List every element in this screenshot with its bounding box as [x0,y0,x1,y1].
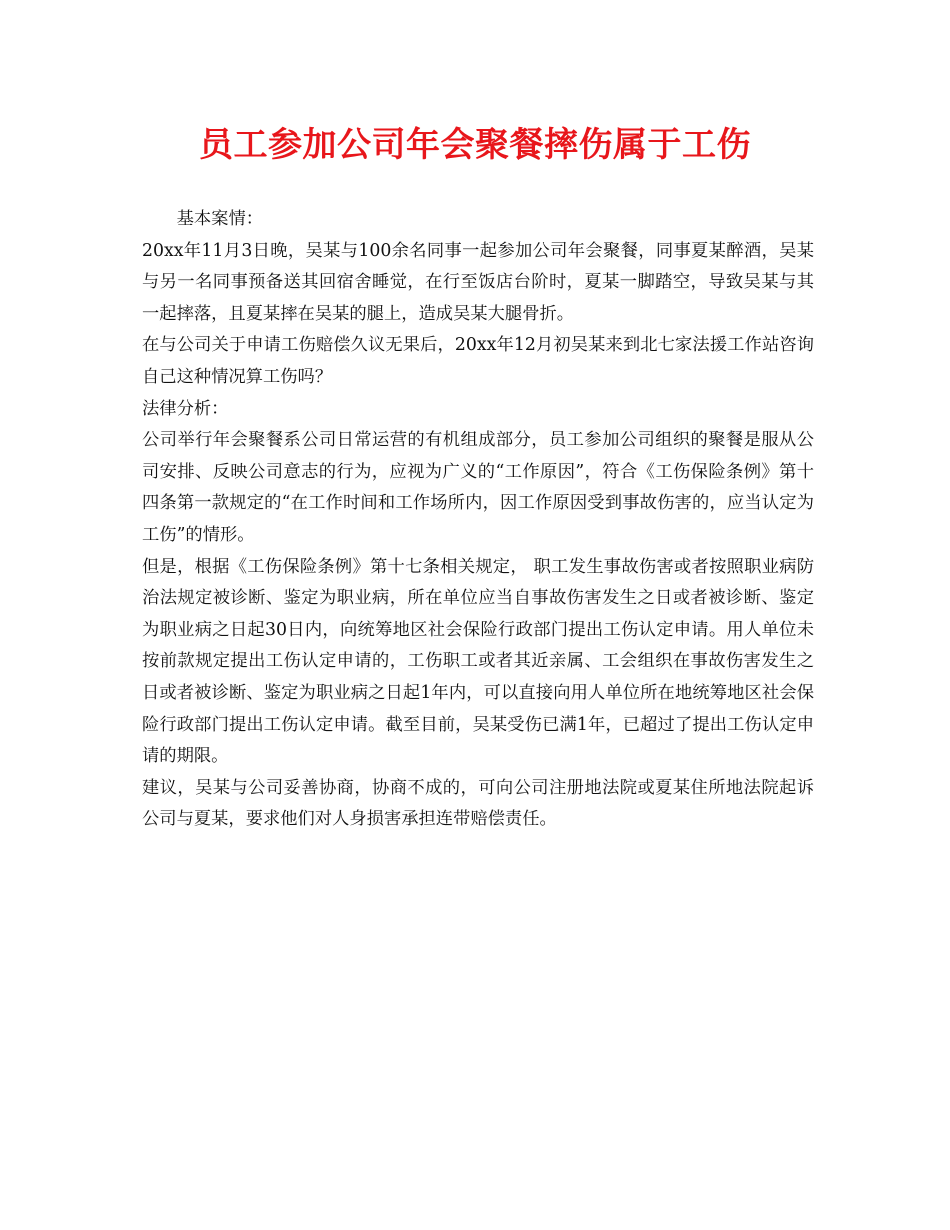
paragraph-recommendation: 建议，吴某与公司妥善协商，协商不成的，可向公司注册地法院或夏某住所地法院起诉公司与夏某，要求他们对人身损害承担连带赔偿责任。 [142,777,814,830]
paragraph-analysis-deadline: 但是，根据《工伤保险条例》第十七条相关规定， 职工发生事故伤害或者按照职业病防治法规定被诊断、鉴定为职业病，所在单位应当自事故伤害发生之日或者被诊断、鉴定为职业病之日起30日内，向统筹地区社会保险行政部门提出工伤认定申请。用人单位未按前款规定提出工伤认定申请的，工伤职工或者其近亲属、工会组织在事故伤害发生之日或者被诊断、鉴定为职业病之日起1年内，可以直接向用人单位所在地统筹地区社会保险行政部门提出工伤认定申请。截至目前，吴某受伤已满1年，已超过了提出工伤认定申请的期限。 [142,556,814,767]
document-body [142,204,814,836]
paragraph-analysis-work-injury: 公司举行年会聚餐系公司日常运营的有机组成部分，员工参加公司组织的聚餐是服从公司安排、反映公司意志的行为，应视为广义的“工作原因”，符合《工伤保险条例》第十四条第一款规定的“在工作时间和工作场所内，因工作原因受到事故伤害的，应当认定为工伤”的情形。 [142,430,814,545]
paragraph-case-facts: 20xx年11月3日晚，吴某与100余名同事一起参加公司年会聚餐，同事夏某醉酒，吴某与另一名同事预备送其回宿舍睡觉，在行至饭店台阶时，夏某一脚踏空，导致吴某与其一起摔落，且夏某摔在吴某的腿上，造成吴某大腿骨折。 [142,240,814,324]
section-heading-legal-analysis: 法律分析： [142,398,229,419]
document-title: 员工参加公司年会聚餐摔伤属于工伤 [199,125,751,165]
paragraph-consultation: 在与公司关于申请工伤赔偿久议无果后，20xx年12月初吴某来到北七家法援工作站咨询自己这种情况算工伤吗？ [142,335,814,387]
section-heading-basic-facts: 基本案情： [176,209,264,229]
